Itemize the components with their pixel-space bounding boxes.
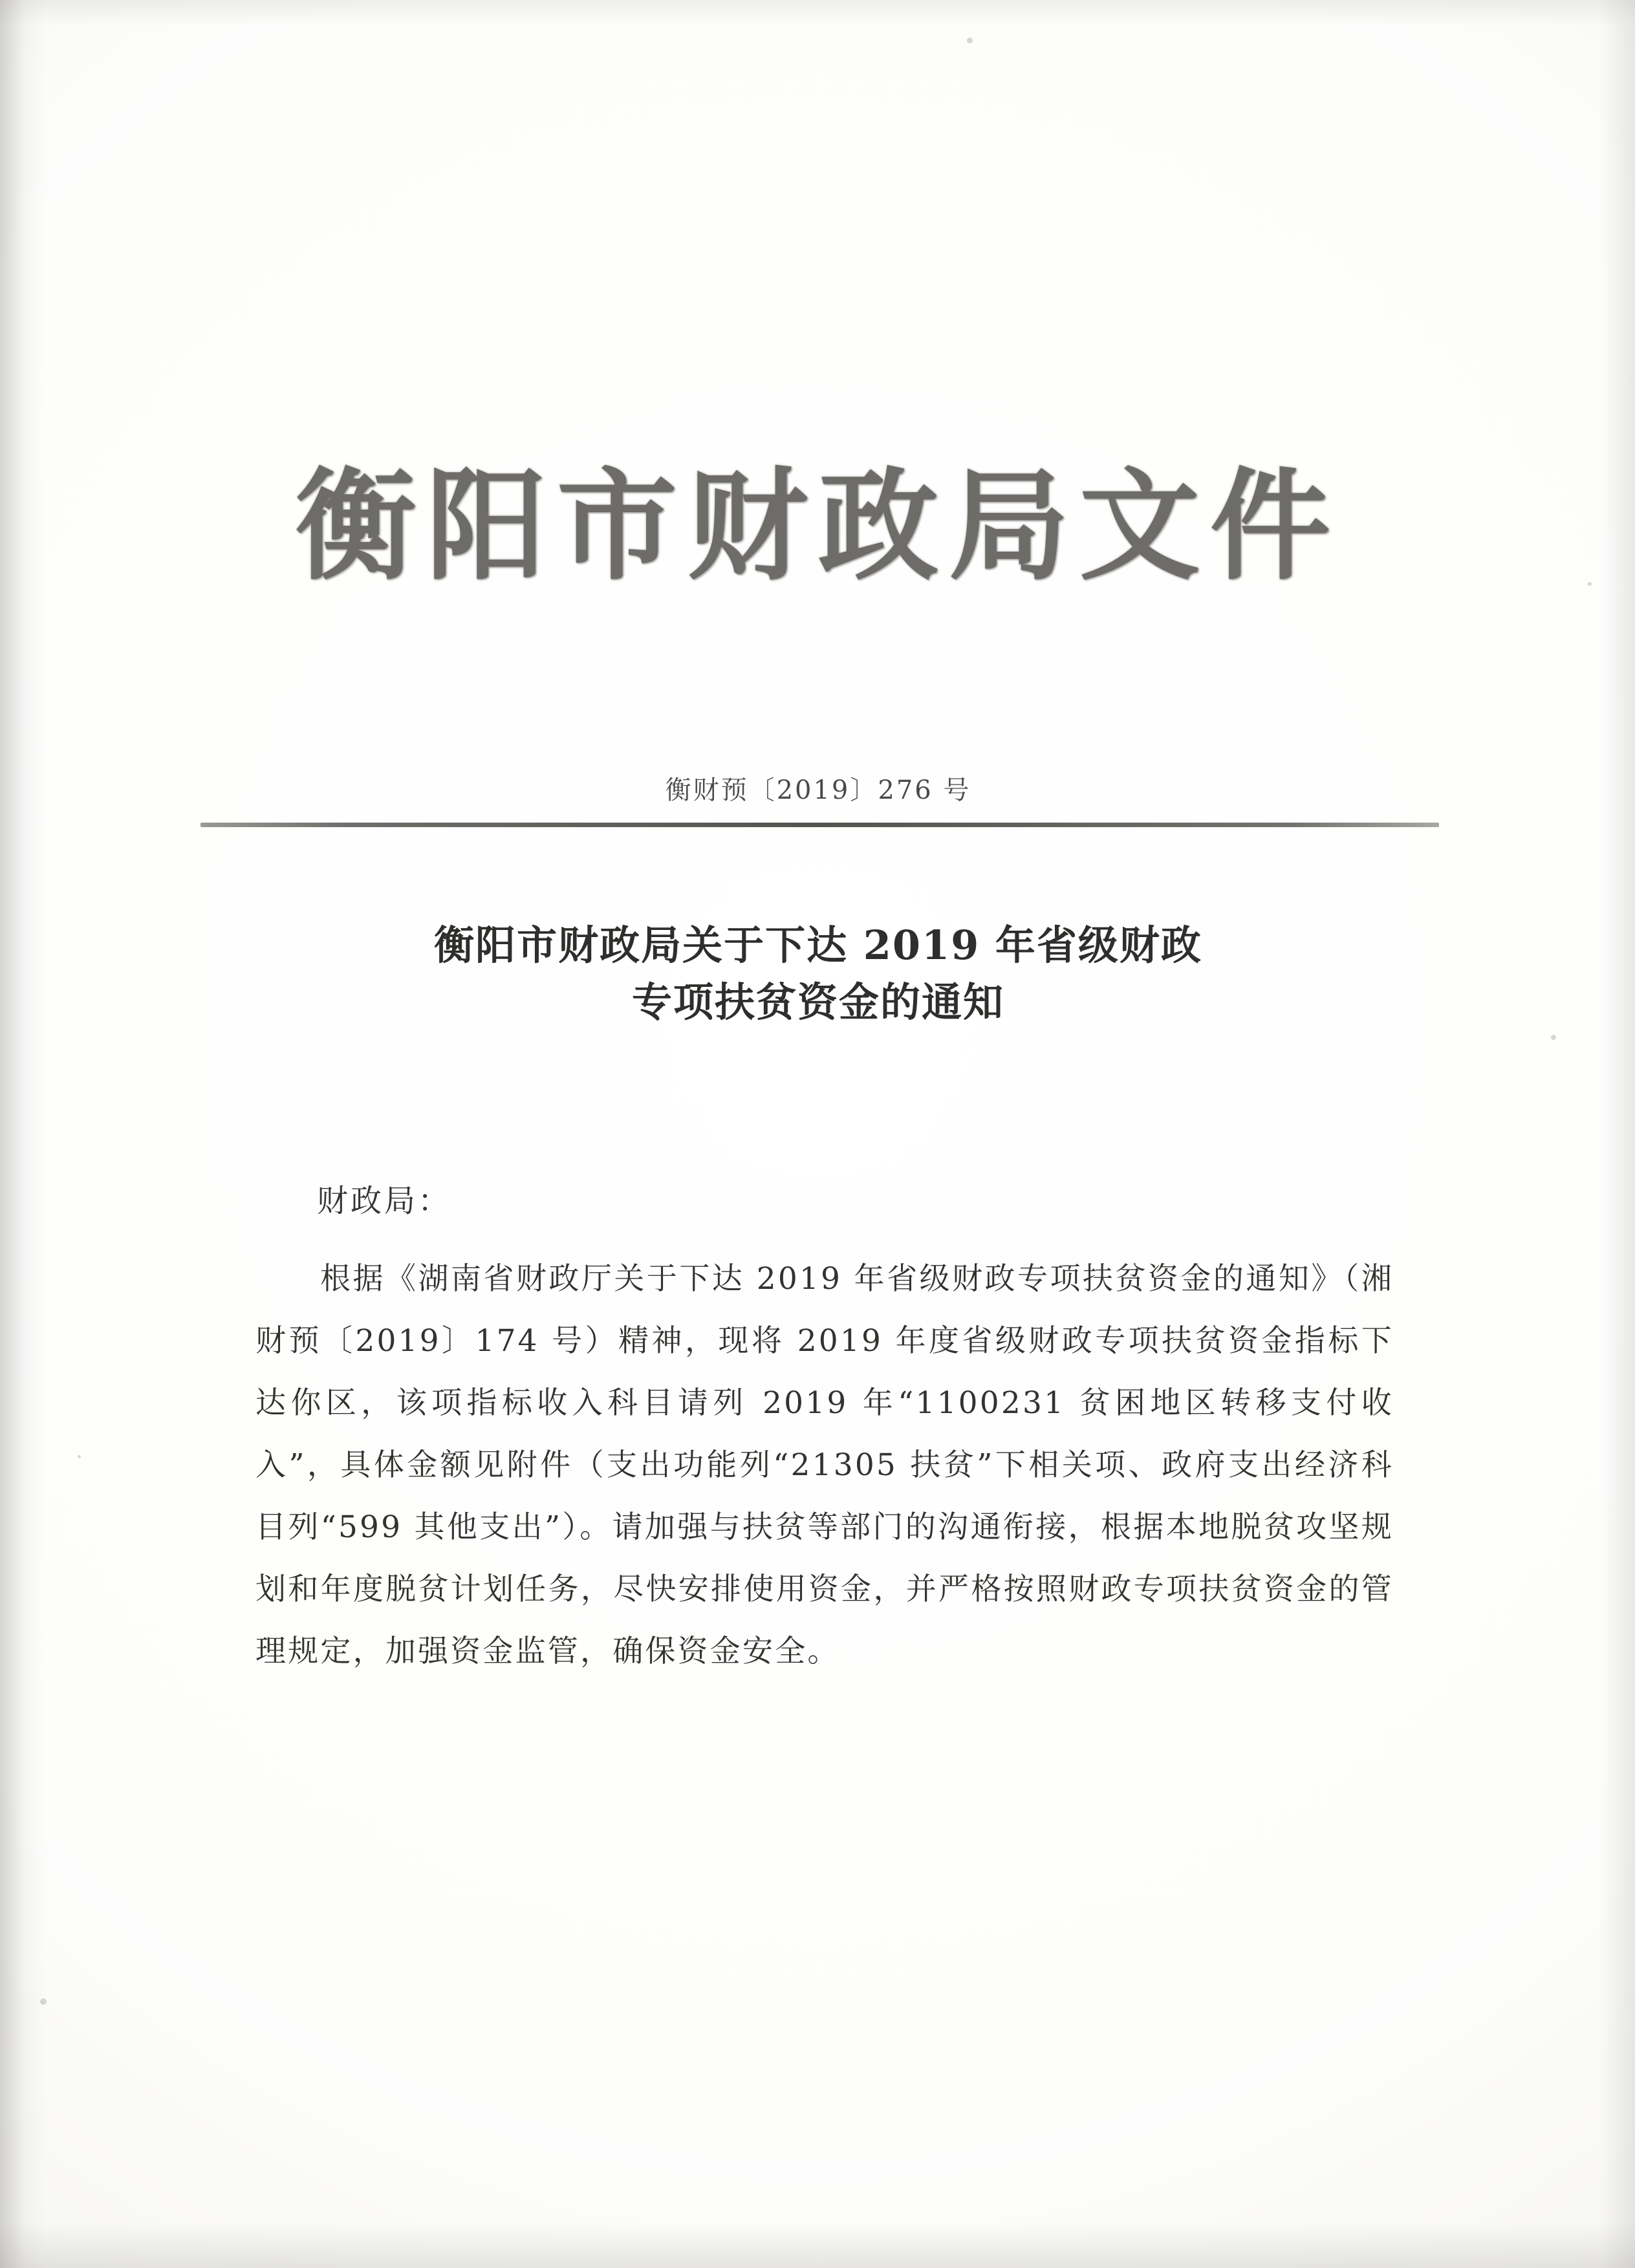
page-title: [249, 917, 1387, 1031]
scan-speck: [78, 1455, 81, 1458]
scan-speck: [1551, 1035, 1556, 1040]
scan-shadow-left: [0, 0, 45, 2268]
salutation: 财政局：: [317, 1183, 452, 1219]
page-title-line-2: 专项扶贫资金的通知: [631, 978, 1004, 1026]
body-paragraph: 根据《湖南省财政厅关于下达 2019 年省级财政专项扶贫资金的通知》（湘财预〔2019〕174 号）精神，现将 2019 年度省级财政专项扶贫资金指标下达你区，该项指标收入科目请列 2019 年“1100231 贫困地区转移支付收入”，具体金额见附件（支出功能列“21305 扶贫”下相关项、政府支出经济科目列“599 其他支出”）。请加强与扶贫等部门的沟通衔接，根据本地脱贫攻坚规划和年度脱贫计划任务，尽快安排使用资金，并严格按照财政专项扶贫资金的管理规定，加强资金监管，确保资金安全。: [255, 1261, 1394, 1669]
header-divider-rule: [200, 823, 1439, 827]
document-number: 衡财预〔2019〕276 号: [665, 775, 971, 805]
scan-speck: [40, 1998, 47, 2005]
masthead-title: 衡阳市财政局文件: [295, 455, 1341, 596]
page-title-line-1: 衡阳市财政局关于下达 2019 年省级财政: [434, 922, 1202, 969]
scan-speck: [1588, 582, 1592, 586]
document-body: [194, 0, 1442, 2268]
scan-shadow-right: [1599, 0, 1635, 2268]
